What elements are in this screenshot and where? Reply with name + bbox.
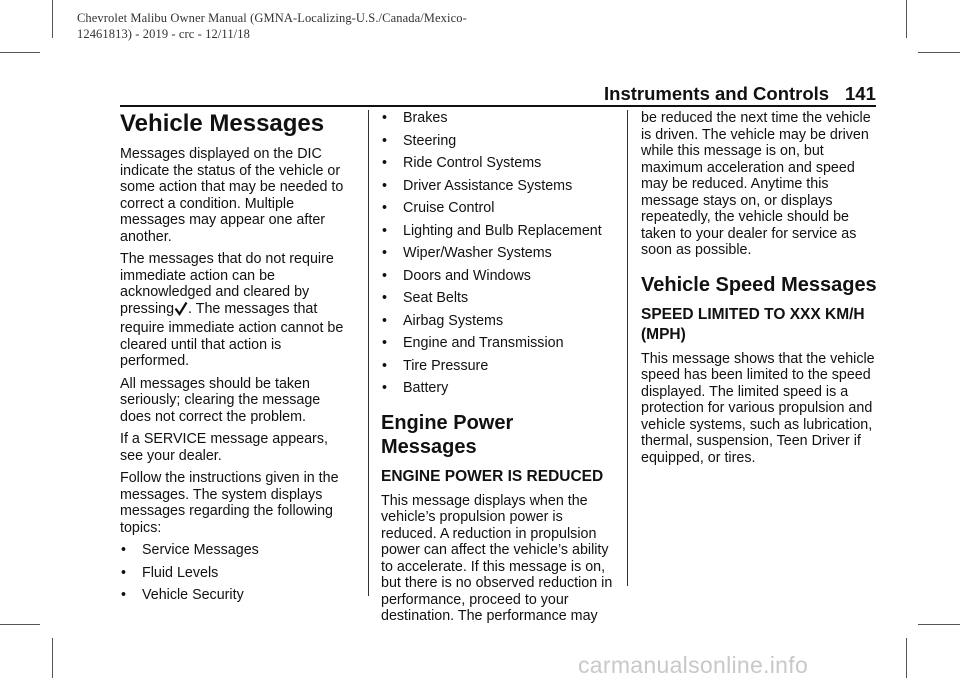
- document-meta: [77, 10, 467, 42]
- heading-vehicle-messages: Vehicle Messages: [120, 110, 325, 137]
- doc-meta-line: 12461813) - 2019 - crc - 12/11/18: [77, 27, 250, 41]
- paragraph: Messages displayed on the DIC indicate the status of the vehicle or some action that may be needed to correct a condition. Multiple messages may appear one after another.: [120, 146, 344, 245]
- column-1: [120, 110, 352, 610]
- bullet-icon: •: [382, 245, 388, 261]
- column-divider: [627, 110, 628, 586]
- bullet-icon: •: [382, 290, 388, 306]
- list-item-label: Fluid Levels: [142, 564, 219, 581]
- crop-mark: [52, 638, 53, 678]
- bullet-icon: •: [382, 380, 388, 396]
- crop-mark: [0, 624, 40, 625]
- bullet-icon: •: [382, 267, 388, 284]
- bullet-icon: •: [382, 155, 388, 171]
- list-item-label: Doors and Windows: [403, 267, 531, 284]
- subheading-speed-limited: SPEED LIMITED TO XXX KM/H (MPH): [641, 305, 865, 343]
- paragraph: be reduced the next time the vehicle is driven. The vehicle may be driven while this message is on, but maximum acceleration and speed may be reduced. Anytime this message stays on, or displays repeatedly, the vehicle should be taken to your dealer for service as soon as possible.: [641, 110, 871, 258]
- topic-list: [120, 542, 352, 604]
- paragraph-text: . The messages that require immediate action cannot be cleared until that action is performed.: [120, 300, 344, 369]
- list-item-label: Battery: [403, 380, 449, 396]
- bullet-icon: •: [121, 587, 127, 603]
- list-item: [120, 542, 352, 559]
- list-item-label: Service Messages: [142, 542, 259, 558]
- bullet-icon: •: [382, 132, 388, 149]
- list-item: [381, 268, 614, 285]
- paragraph: This message shows that the vehicle speed has been limited to the speed displayed. The limited speed is a protection for various propulsion and vehicle systems, such as lubrication, thermal, suspension, Teen Driver if equipped, or tires.: [641, 350, 875, 466]
- crop-mark: [0, 52, 40, 53]
- list-item: [381, 245, 614, 262]
- list-item-label: Airbag Systems: [403, 312, 504, 329]
- list-item-label: Steering: [403, 132, 457, 149]
- doc-meta-line: Chevrolet Malibu Owner Manual (GMNA-Localizing-U.S./Canada/Mexico-: [77, 11, 467, 25]
- paragraph: Follow the instructions given in the messages. The system displays messages regarding the following topics:: [120, 470, 339, 536]
- section-title: Instruments and Controls: [604, 83, 830, 104]
- bullet-icon: •: [382, 177, 388, 194]
- list-item: [381, 133, 614, 150]
- list-item: [381, 200, 614, 217]
- watermark: carmanualsonline.info: [578, 652, 809, 678]
- list-item-label: Engine and Transmission: [403, 335, 564, 351]
- topic-list: [381, 110, 614, 397]
- list-item: [381, 313, 614, 330]
- crop-mark: [52, 0, 53, 38]
- bullet-icon: •: [382, 357, 388, 374]
- list-item: [381, 223, 614, 240]
- column-divider: [368, 110, 369, 596]
- paragraph: This message displays when the vehicle’s propulsion power is reduced. A reduction in propulsion power can affect the vehicle’s ability to accelerate. If this message is on, but there is no observed reduction in performance, proceed to your destination. The performance may: [381, 492, 613, 624]
- paragraph: [120, 251, 352, 370]
- paragraph: All messages should be taken seriously; clearing the message does not correct the problem.: [120, 375, 321, 425]
- list-item-label: Driver Assistance Systems: [403, 177, 573, 194]
- bullet-icon: •: [121, 542, 127, 558]
- crop-mark: [906, 0, 907, 38]
- header-divider: [120, 105, 876, 107]
- checkmark-icon: [174, 301, 188, 321]
- list-item: [381, 110, 614, 127]
- list-item: [381, 155, 614, 172]
- list-item: [381, 178, 614, 195]
- bullet-icon: •: [382, 335, 388, 351]
- list-item-label: Wiper/Washer Systems: [403, 245, 552, 261]
- list-item: [381, 358, 614, 375]
- list-item-label: Tire Pressure: [403, 357, 489, 374]
- list-item-label: Ride Control Systems: [403, 155, 542, 171]
- page-number: 141: [845, 83, 876, 104]
- column-2: [381, 110, 614, 631]
- subheading-engine-power-reduced: ENGINE POWER IS REDUCED: [381, 467, 604, 485]
- heading-engine-power-messages: Engine Power Messages: [381, 411, 514, 458]
- list-item: [120, 565, 352, 582]
- bullet-icon: •: [382, 222, 388, 239]
- list-item-label: Seat Belts: [403, 290, 469, 306]
- list-item: [381, 335, 614, 352]
- list-item-label: Brakes: [403, 110, 448, 126]
- bullet-icon: •: [382, 200, 388, 216]
- paragraph-text: The messages that do not require immediate action can be acknowledged and cleared by pressing: [120, 251, 334, 317]
- paragraph: If a SERVICE message appears, see your dealer.: [120, 431, 328, 464]
- list-item: [120, 587, 352, 604]
- column-3: [641, 110, 877, 472]
- bullet-icon: •: [382, 110, 388, 126]
- list-item-label: Cruise Control: [403, 200, 495, 216]
- list-item: [381, 380, 614, 397]
- bullet-icon: •: [382, 312, 388, 329]
- heading-vehicle-speed-messages: Vehicle Speed Messages: [641, 273, 877, 296]
- list-item-label: Lighting and Bulb Replacement: [403, 222, 602, 239]
- crop-mark: [918, 624, 960, 625]
- list-item: [381, 290, 614, 307]
- bullet-icon: •: [121, 564, 127, 581]
- crop-mark: [906, 638, 907, 678]
- crop-mark: [918, 52, 960, 53]
- list-item-label: Vehicle Security: [142, 587, 244, 603]
